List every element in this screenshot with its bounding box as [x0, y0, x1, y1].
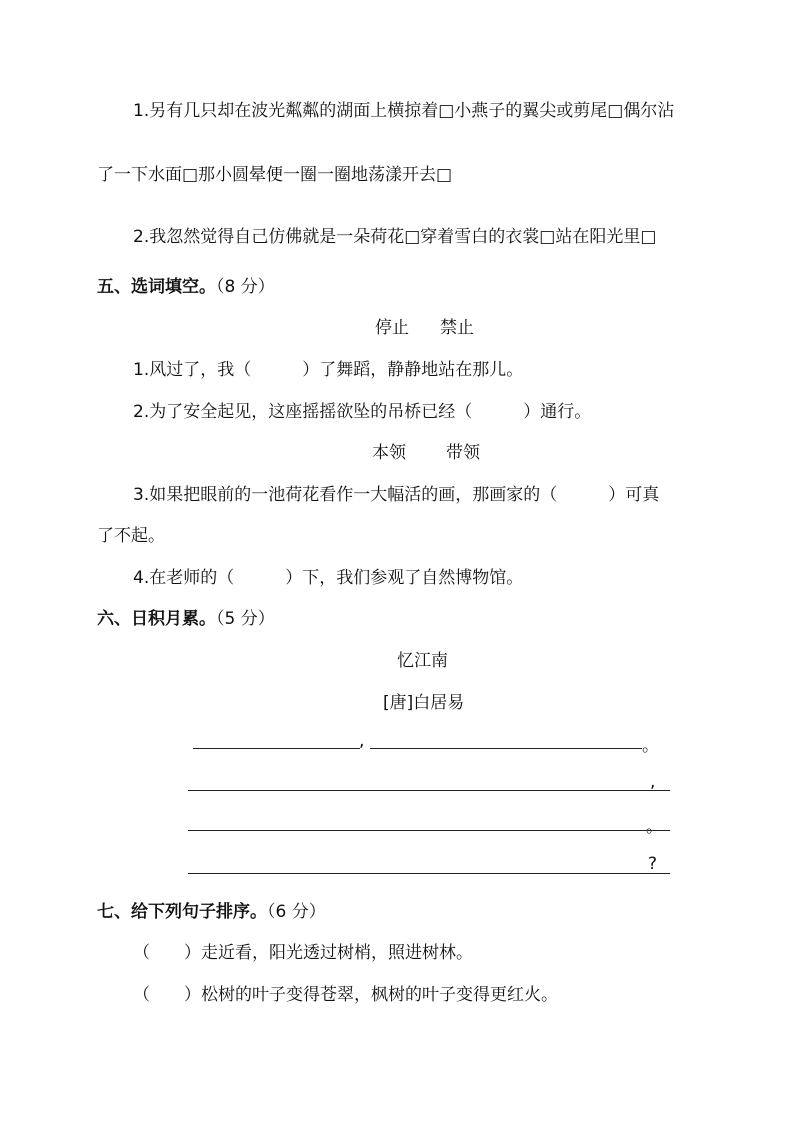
poem-blank-4[interactable] — [188, 873, 670, 874]
poem-punct-1: , — [359, 731, 365, 751]
poem-blank-1a[interactable] — [193, 748, 360, 749]
word-choice-2: 禁止 — [440, 318, 474, 338]
section-6-points: （5 分） — [216, 609, 275, 629]
order-item-1: （ ）走近看，阳光透过树梢，照进树林。 — [133, 943, 473, 963]
word-choice-3: 本领 — [372, 443, 406, 463]
poem-blank-3[interactable] — [188, 830, 670, 831]
fill-question-3-line-2: 了不起。 — [97, 526, 165, 546]
fill-question-3-line-1: 3.如果把眼前的一池荷花看作一大幅活的画，那画家的（ ）可真 — [133, 485, 660, 505]
poem-author: [唐]白居易 — [383, 693, 465, 713]
sentence-2: 2.我忽然觉得自己仿佛就是一朵荷花□穿着雪白的衣裳□站在阳光里□ — [133, 227, 657, 247]
poem-blank-2[interactable] — [188, 790, 670, 791]
sentence-1-line-1: 1.另有几只却在波光粼粼的湖面上横掠着□小燕子的翼尖或剪尾□偶尔沾 — [133, 101, 675, 121]
poem-blank-1b[interactable] — [370, 748, 642, 749]
section-5-heading: 五、选词填空。 — [97, 277, 216, 297]
poem-punct-5: ? — [648, 854, 658, 874]
fill-question-4: 4.在老师的（ ）下，我们参观了自然博物馆。 — [133, 568, 524, 588]
fill-question-2: 2.为了安全起见，这座摇摇欲坠的吊桥已经（ ）通行。 — [133, 402, 592, 422]
section-7-heading: 七、给下列句子排序。 — [97, 902, 267, 922]
poem-punct-3: , — [650, 772, 656, 792]
section-7-title — [97, 897, 326, 922]
section-6-heading: 六、日积月累。 — [97, 609, 216, 629]
fill-question-1: 1.风过了，我（ ）了舞蹈，静静地站在那儿。 — [133, 360, 524, 380]
word-choice-4: 带领 — [446, 443, 480, 463]
poem-punct-2: 。 — [642, 736, 659, 756]
section-6-title — [97, 604, 275, 629]
order-item-2: （ ）松树的叶子变得苍翠，枫树的叶子变得更红火。 — [133, 985, 558, 1005]
sentence-1-line-2: 了一下水面□那小圆晕便一圈一圈地荡漾开去□ — [97, 165, 453, 185]
section-7-points: （6 分） — [267, 902, 326, 922]
poem-title: 忆江南 — [397, 651, 448, 671]
poem-punct-4: 。 — [646, 817, 663, 837]
section-5-points: （8 分） — [216, 277, 275, 297]
word-choice-1: 停止 — [375, 318, 409, 338]
section-5-title — [97, 272, 275, 297]
